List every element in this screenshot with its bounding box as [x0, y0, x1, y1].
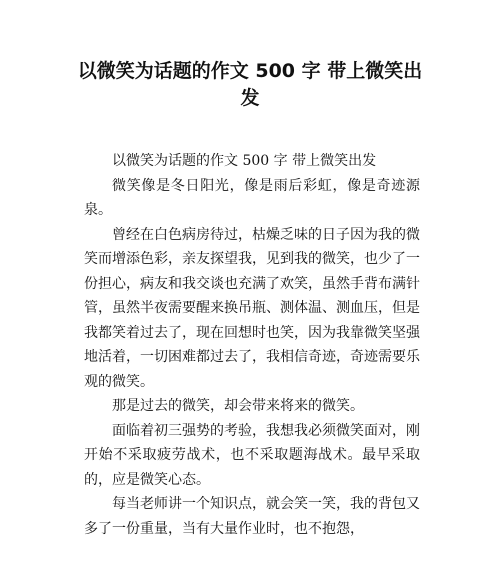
paragraph: 那是过去的微笑，却会带来将来的微笑。 [112, 398, 364, 414]
paragraph: 以微笑为话题的作文 500 字 带上微笑出发 [112, 153, 377, 169]
document-body [84, 149, 420, 541]
paragraph: 微笑像是冬日阳光，像是雨后彩虹，像是奇迹源泉。 [84, 177, 420, 218]
paragraph: 每当老师讲一个知识点，就会笑一笑，我的背包又多了一份重量，当有大量作业时，也不抱怨， [84, 496, 420, 537]
paragraph: 曾经在白色病房待过，枯燥乏味的日子因为我的微笑而增添色彩，亲友探望我，见到我的微笑，也少了一份担心，病友和我交谈也充满了欢笑，虽然手背布满针管，虽然半夜需要醒来换吊瓶、测体温、测血压，但是我都笑着过去了，现在回想时也笑，因为我靠微笑坚强地活着，一切困难都过去了，我相信奇迹，奇迹需要乐观的微笑。 [84, 226, 420, 390]
document-title: 以微笑为话题的作文 500 字 带上微笑出发 [77, 60, 423, 109]
paragraph: 面临着初三强势的考验，我想我必须微笑面对，刚开始不采取疲劳战术，也不采取题海战术。最早采取的，应是微笑心态。 [84, 422, 420, 488]
